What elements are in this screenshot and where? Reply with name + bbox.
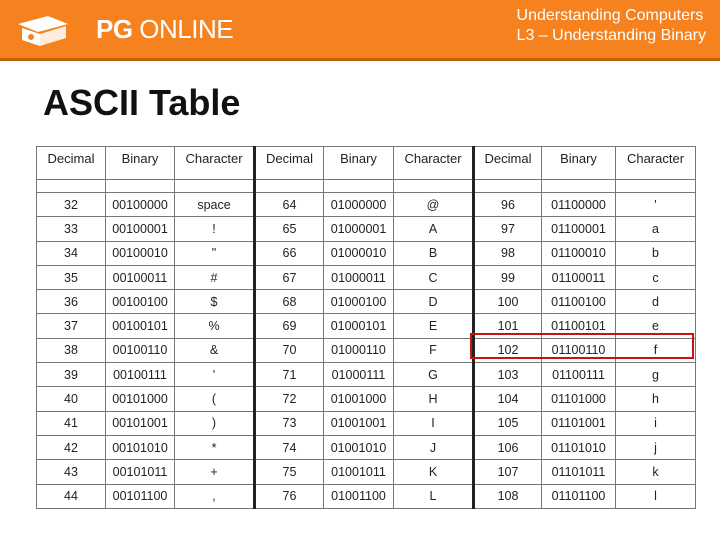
column-header: Decimal (474, 147, 542, 180)
column-header: Binary (542, 147, 616, 180)
table-cell: 00100111 (106, 363, 175, 387)
course-line-1: Understanding Computers (516, 7, 704, 24)
table-cell: J (394, 435, 474, 459)
table-cell: 01000011 (324, 265, 394, 289)
table-cell: 00101100 (106, 484, 175, 508)
table-cell: 01001000 (324, 387, 394, 411)
table-cell: 01001010 (324, 435, 394, 459)
table-cell: G (394, 363, 474, 387)
table-cell: 01000001 (324, 217, 394, 241)
table-cell: I (394, 411, 474, 435)
table-cell: 01100100 (542, 290, 616, 314)
table-cell: A (394, 217, 474, 241)
table-cell: 76 (255, 484, 324, 508)
table-cell: 00100010 (106, 241, 175, 265)
table-cell: H (394, 387, 474, 411)
column-header: Binary (106, 147, 175, 180)
table-cell: 42 (37, 435, 106, 459)
table-cell: C (394, 265, 474, 289)
table-cell: $ (175, 290, 255, 314)
table-cell: 37 (37, 314, 106, 338)
table-cell: k (616, 460, 696, 484)
spacer-cell (474, 180, 542, 193)
table-cell: b (616, 241, 696, 265)
column-header: Character (394, 147, 474, 180)
table-cell: & (175, 338, 255, 362)
table-cell: + (175, 460, 255, 484)
table-row (37, 363, 696, 387)
table-cell: K (394, 460, 474, 484)
table-cell: 00100001 (106, 217, 175, 241)
laptop-mortarboard-icon (14, 10, 72, 50)
table-row (37, 387, 696, 411)
table-cell: l (616, 484, 696, 508)
table-cell: d (616, 290, 696, 314)
table-row (37, 435, 696, 459)
table-cell: ) (175, 411, 255, 435)
table-cell: space (175, 193, 255, 217)
table-row (37, 290, 696, 314)
table-cell: % (175, 314, 255, 338)
table-cell: 33 (37, 217, 106, 241)
table-cell: 01101001 (542, 411, 616, 435)
table-cell: g (616, 363, 696, 387)
column-header: Character (616, 147, 696, 180)
table-cell: E (394, 314, 474, 338)
table-cell: 00100011 (106, 265, 175, 289)
header-bar (0, 0, 720, 61)
table-row (37, 314, 696, 338)
table-cell: D (394, 290, 474, 314)
table-cell: 01101000 (542, 387, 616, 411)
table-cell: 70 (255, 338, 324, 362)
table-cell: 01000100 (324, 290, 394, 314)
table-cell: 41 (37, 411, 106, 435)
table-cell: e (616, 314, 696, 338)
table-cell: 34 (37, 241, 106, 265)
table-cell: 01100000 (542, 193, 616, 217)
table-cell: 01000000 (324, 193, 394, 217)
table-row (37, 484, 696, 508)
table-cell: L (394, 484, 474, 508)
table-cell: 97 (474, 217, 542, 241)
table-cell: 01100111 (542, 363, 616, 387)
spacer-cell (37, 180, 106, 193)
column-header: Character (175, 147, 255, 180)
table-cell: 43 (37, 460, 106, 484)
table-body (37, 180, 696, 509)
table-cell: 64 (255, 193, 324, 217)
table-cell: 01100110 (542, 338, 616, 362)
table-cell: 35 (37, 265, 106, 289)
table-cell: 105 (474, 411, 542, 435)
spacer-cell (324, 180, 394, 193)
table-cell: i (616, 411, 696, 435)
table-cell: 01000010 (324, 241, 394, 265)
table-cell: B (394, 241, 474, 265)
table-cell: 101 (474, 314, 542, 338)
table-cell: , (175, 484, 255, 508)
table-cell: 106 (474, 435, 542, 459)
table-cell: 01100101 (542, 314, 616, 338)
table-cell: 71 (255, 363, 324, 387)
table-cell: 01100011 (542, 265, 616, 289)
table-cell: 01001001 (324, 411, 394, 435)
course-line-2: L3 – Understanding Binary (516, 27, 706, 44)
table-cell: 74 (255, 435, 324, 459)
column-header: Decimal (255, 147, 324, 180)
table-cell: 32 (37, 193, 106, 217)
table-cell: h (616, 387, 696, 411)
table-cell: 01000101 (324, 314, 394, 338)
table-cell: F (394, 338, 474, 362)
table-cell: 01000111 (324, 363, 394, 387)
table-cell: 00101011 (106, 460, 175, 484)
table-cell: 01101100 (542, 484, 616, 508)
table-cell: ( (175, 387, 255, 411)
table-row (37, 411, 696, 435)
table-cell: @ (394, 193, 474, 217)
table-row (37, 338, 696, 362)
table-cell: 01000110 (324, 338, 394, 362)
table-cell: 00100000 (106, 193, 175, 217)
table-cell: 96 (474, 193, 542, 217)
table-cell: c (616, 265, 696, 289)
table-cell: a (616, 217, 696, 241)
table-cell: 73 (255, 411, 324, 435)
table-cell: 98 (474, 241, 542, 265)
table-cell: 00100110 (106, 338, 175, 362)
table-cell: 67 (255, 265, 324, 289)
table-row (37, 265, 696, 289)
table-cell: 104 (474, 387, 542, 411)
table-cell: # (175, 265, 255, 289)
spacer-cell (255, 180, 324, 193)
table-cell: 65 (255, 217, 324, 241)
table-cell: 100 (474, 290, 542, 314)
table-cell: 108 (474, 484, 542, 508)
table-cell: f (616, 338, 696, 362)
spacer-row (37, 180, 696, 193)
brand-rest: ONLINE (132, 14, 234, 44)
table-cell: 00101001 (106, 411, 175, 435)
ascii-table (36, 146, 696, 509)
spacer-cell (175, 180, 255, 193)
table-cell: 01100010 (542, 241, 616, 265)
table-cell: 38 (37, 338, 106, 362)
page-title: ASCII Table (43, 82, 241, 123)
table-row (37, 193, 696, 217)
table-cell: 01100001 (542, 217, 616, 241)
column-header: Binary (324, 147, 394, 180)
brand-logo-text (96, 14, 233, 45)
table-cell: 01001100 (324, 484, 394, 508)
table-cell: 39 (37, 363, 106, 387)
table-cell: 00100101 (106, 314, 175, 338)
table-cell: 40 (37, 387, 106, 411)
table-cell: 00101010 (106, 435, 175, 459)
table-row (37, 241, 696, 265)
table-cell: 44 (37, 484, 106, 508)
table-cell: 36 (37, 290, 106, 314)
table-cell: ' (175, 363, 255, 387)
table-cell: 102 (474, 338, 542, 362)
table-row (37, 217, 696, 241)
table-cell: * (175, 435, 255, 459)
table-cell: 01101010 (542, 435, 616, 459)
table-cell: j (616, 435, 696, 459)
table-cell: ! (175, 217, 255, 241)
brand-bold: PG (96, 14, 133, 44)
table-cell: 69 (255, 314, 324, 338)
table-cell: 99 (474, 265, 542, 289)
table-cell: " (175, 241, 255, 265)
table-cell: 00100100 (106, 290, 175, 314)
spacer-cell (542, 180, 616, 193)
table-cell: 68 (255, 290, 324, 314)
ascii-table-container (36, 146, 695, 507)
table-cell: 66 (255, 241, 324, 265)
table-cell: 103 (474, 363, 542, 387)
table-cell: 00101000 (106, 387, 175, 411)
table-row (37, 460, 696, 484)
table-cell: 01101011 (542, 460, 616, 484)
spacer-cell (616, 180, 696, 193)
spacer-cell (394, 180, 474, 193)
table-cell: 75 (255, 460, 324, 484)
table-cell: 107 (474, 460, 542, 484)
spacer-cell (106, 180, 175, 193)
course-title (517, 6, 706, 46)
table-cell: ' (616, 193, 696, 217)
table-header-row (37, 147, 696, 180)
table-cell: 72 (255, 387, 324, 411)
column-header: Decimal (37, 147, 106, 180)
table-cell: 01001011 (324, 460, 394, 484)
